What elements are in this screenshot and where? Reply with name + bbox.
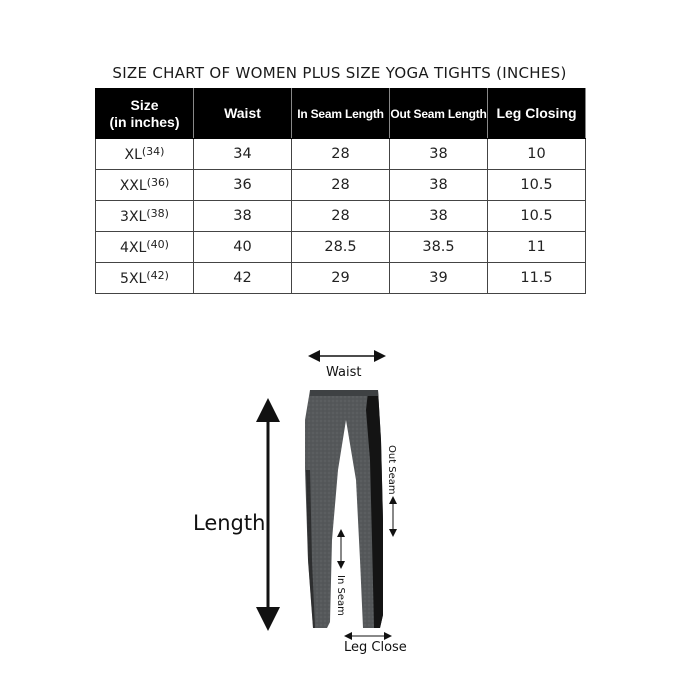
cell-out-seam: 38 — [390, 201, 488, 232]
waist-label: Waist — [326, 365, 362, 380]
cell-leg-closing: 10.5 — [488, 170, 586, 201]
cell-leg-closing: 11 — [488, 232, 586, 263]
header-size-line2: (in inches) — [109, 113, 180, 130]
size-label: XXL — [119, 178, 147, 194]
cell-out-seam: 38 — [390, 170, 488, 201]
cell-leg-closing: 11.5 — [488, 263, 586, 294]
size-label: XL — [124, 147, 142, 163]
chart-title: SIZE CHART OF WOMEN PLUS SIZE YOGA TIGHTS (INCHES) — [112, 64, 567, 82]
cell-in-seam: 28 — [292, 201, 390, 232]
cell-out-seam: 39 — [390, 263, 488, 294]
size-sub-label: (38) — [146, 207, 169, 220]
size-sub-label: (42) — [146, 269, 169, 282]
header-size-line1: Size — [130, 96, 159, 113]
size-sub-label: (40) — [146, 238, 169, 251]
cell-waist: 34 — [194, 139, 292, 170]
header-in-seam: In Seam Length — [292, 89, 390, 139]
size-sub-label: (36) — [146, 176, 170, 189]
cell-waist: 40 — [194, 232, 292, 263]
cell-leg-closing: 10.5 — [488, 201, 586, 232]
cell-in-seam: 28.5 — [292, 232, 390, 263]
size-label: 4XL — [120, 240, 147, 256]
cell-in-seam: 28 — [292, 170, 390, 201]
cell-waist: 42 — [194, 263, 292, 294]
cell-waist: 36 — [194, 170, 292, 201]
cell-in-seam: 28 — [292, 139, 390, 170]
cell-in-seam: 29 — [292, 263, 390, 294]
in-seam-label: In Seam — [335, 575, 346, 616]
leg-close-label: Leg Close — [344, 640, 407, 655]
header-out-seam: Out Seam Length — [390, 89, 488, 139]
length-label: Length — [193, 511, 266, 535]
out-seam-label: Out Seam — [386, 445, 397, 495]
header-waist: Waist — [194, 89, 292, 139]
cell-leg-closing: 10 — [488, 139, 586, 170]
size-label: 3XL — [120, 209, 147, 225]
cell-out-seam: 38.5 — [390, 232, 488, 263]
header-leg-closing: Leg Closing — [488, 89, 586, 139]
size-sub-label: (34) — [141, 145, 165, 158]
cell-waist: 38 — [194, 201, 292, 232]
size-label: 5XL — [120, 271, 147, 287]
cell-out-seam: 38 — [390, 139, 488, 170]
